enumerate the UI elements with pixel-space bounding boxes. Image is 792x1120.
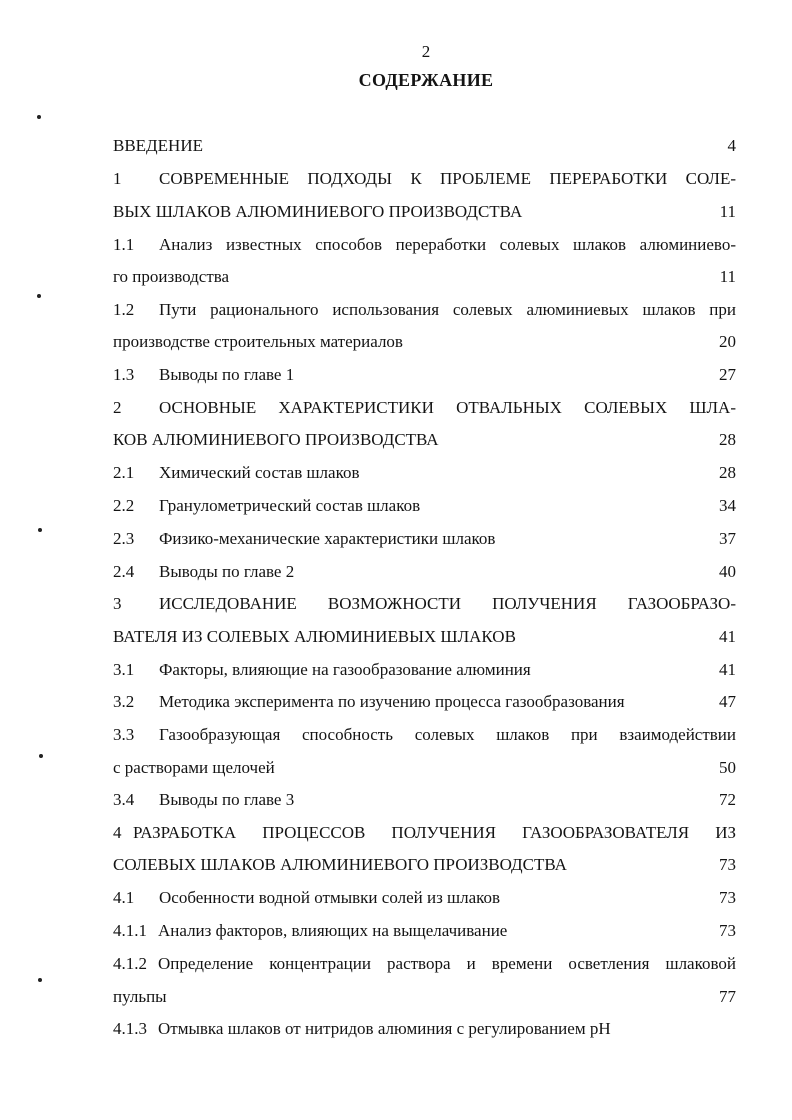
- toc-entry-page: 4: [727, 136, 736, 155]
- toc-entry-page: 28: [719, 430, 736, 449]
- toc-entry-1-1-line1[interactable]: [113, 235, 736, 255]
- toc-entry-4-1[interactable]: [113, 888, 736, 908]
- toc-entry-number: 3: [113, 594, 122, 613]
- toc-entry-title: Гранулометрический состав шлаков: [159, 496, 421, 515]
- toc-entry-page: 47: [719, 692, 736, 711]
- toc-entry-number: 2: [113, 398, 122, 417]
- toc-entry-title: ВВЕДЕНИЕ: [113, 136, 203, 155]
- toc-entry-title-cont: СОЛЕВЫХ ШЛАКОВ АЛЮМИНИЕВОГО ПРОИЗВОДСТВА: [113, 855, 567, 874]
- toc-entry-number: 1: [113, 169, 122, 188]
- toc-entry-title-cont: ВЫХ ШЛАКОВ АЛЮМИНИЕВОГО ПРОИЗВОДСТВА: [113, 202, 523, 221]
- toc-entry-title: Пути рационального использования солевых алюминиевых шлаков при: [159, 300, 736, 319]
- toc-entry-title: ОСНОВНЫЕ ХАРАКТЕРИСТИКИ ОТВАЛЬНЫХ СОЛЕВЫХ ШЛА-: [159, 398, 736, 417]
- toc-entry-chapter-3-line2[interactable]: [113, 627, 736, 647]
- toc-entry-2-1[interactable]: [113, 463, 736, 483]
- toc-entry-title: Особенности водной отмывки солей из шлаков: [159, 888, 501, 907]
- toc-entry-3-3-line1[interactable]: [113, 725, 736, 745]
- toc-entry-1-1-line2[interactable]: [113, 267, 736, 287]
- toc-entry-title: Отмывка шлаков от нитридов алюминия с регулированием pH: [158, 1019, 611, 1038]
- toc-entry-title-cont: пульпы: [113, 987, 167, 1006]
- toc-entry-2-3[interactable]: [113, 529, 736, 549]
- toc-entry-page: 11: [719, 202, 736, 221]
- toc-entry-page: 41: [719, 660, 736, 679]
- toc-entry-1-2-line1[interactable]: [113, 300, 736, 320]
- toc-entry-number: 2.3: [113, 529, 135, 548]
- toc-entry-title: ИССЛЕДОВАНИЕ ВОЗМОЖНОСТИ ПОЛУЧЕНИЯ ГАЗООБРАЗО-: [159, 594, 736, 613]
- toc-entry-page: 73: [719, 888, 736, 907]
- toc-entry-number: 4: [113, 823, 122, 842]
- toc-entry-title-cont: производстве строительных материалов: [113, 332, 403, 351]
- toc-entry-number: 3.2: [113, 692, 135, 711]
- toc-entry-number: 1.3: [113, 365, 135, 384]
- toc-entry-4-1-2-line1[interactable]: [113, 954, 736, 974]
- toc-entry-page: 11: [719, 267, 736, 286]
- toc-entry-page: 50: [719, 758, 736, 777]
- toc-entry-title: СОВРЕМЕННЫЕ ПОДХОДЫ К ПРОБЛЕМЕ ПЕРЕРАБОТКИ СОЛЕ-: [159, 169, 736, 188]
- toc-entry-page: 72: [719, 790, 736, 809]
- toc-entry-page: 73: [719, 855, 736, 874]
- toc-entry-page: 34: [719, 496, 736, 515]
- toc-entry-number: 2.2: [113, 496, 135, 515]
- toc-entry-number: 4.1: [113, 888, 135, 907]
- toc-entry-4-1-2-line2[interactable]: [113, 987, 736, 1007]
- margin-speck: [37, 115, 41, 119]
- toc-entry-number: 4.1.2: [113, 954, 147, 973]
- toc-entry-chapter-1-line1[interactable]: [113, 169, 736, 189]
- toc-entry-4-1-3[interactable]: [113, 1019, 736, 1039]
- toc-entry-page: 41: [719, 627, 736, 646]
- page-number: 2: [421, 42, 431, 61]
- toc-entry-2-2[interactable]: [113, 496, 736, 516]
- toc-entry-introduction[interactable]: [113, 136, 736, 156]
- toc-entry-chapter-1-line2[interactable]: [113, 202, 736, 222]
- toc-entry-title: Анализ факторов, влияющих на выщелачивание: [158, 921, 508, 940]
- toc-entry-title: Выводы по главе 2: [159, 562, 295, 581]
- toc-entry-number: 2.4: [113, 562, 135, 581]
- toc-entry-4-1-1[interactable]: [113, 921, 736, 941]
- toc-entry-title: РАЗРАБОТКА ПРОЦЕССОВ ПОЛУЧЕНИЯ ГАЗООБРАЗОВАТЕЛЯ ИЗ: [133, 823, 736, 842]
- toc-entry-page: 28: [719, 463, 736, 482]
- toc-entry-title: Выводы по главе 3: [159, 790, 295, 809]
- toc-entry-number: 4.1.1: [113, 921, 147, 940]
- toc-entry-title: Выводы по главе 1: [159, 365, 295, 384]
- toc-entry-chapter-2-line2[interactable]: [113, 430, 736, 450]
- toc-entry-page: 77: [719, 987, 736, 1006]
- toc-entry-title-cont: с растворами щелочей: [113, 758, 275, 777]
- toc-entry-title: Физико-механические характеристики шлаков: [159, 529, 496, 548]
- toc-entry-number: 1.1: [113, 235, 135, 254]
- toc-entry-2-4[interactable]: [113, 562, 736, 582]
- toc-entry-page: 73: [719, 921, 736, 940]
- toc-entry-number: 4.1.3: [113, 1019, 147, 1038]
- margin-speck: [38, 528, 42, 532]
- toc-entry-page: 37: [719, 529, 736, 548]
- toc-entry-1-2-line2[interactable]: [113, 332, 736, 352]
- toc-entry-number: 3.3: [113, 725, 135, 744]
- toc-entry-title: Газообразующая способность солевых шлаков при взаимодействии: [159, 725, 736, 744]
- toc-entry-1-3[interactable]: [113, 365, 736, 385]
- margin-speck: [39, 754, 43, 758]
- toc-entry-title: Методика эксперимента по изучению процесса газообразования: [159, 692, 625, 711]
- toc-entry-title: Химический состав шлаков: [159, 463, 360, 482]
- toc-entry-3-1[interactable]: [113, 660, 736, 680]
- margin-speck: [38, 978, 42, 982]
- toc-entry-chapter-2-line1[interactable]: [113, 398, 736, 418]
- toc-entry-page: 40: [719, 562, 736, 581]
- toc-entry-title-cont: КОВ АЛЮМИНИЕВОГО ПРОИЗВОДСТВА: [113, 430, 439, 449]
- toc-entry-title-cont: го производства: [113, 267, 230, 286]
- toc-entry-title: Анализ известных способов переработки солевых шлаков алюминиево-: [159, 235, 736, 254]
- page-title: СОДЕРЖАНИЕ: [358, 70, 494, 90]
- margin-speck: [37, 294, 41, 298]
- toc-entry-page: 20: [719, 332, 736, 351]
- toc-entry-chapter-3-line1[interactable]: [113, 594, 736, 614]
- toc-entry-number: 3.1: [113, 660, 135, 679]
- toc-entry-page: 27: [719, 365, 736, 384]
- toc-entry-number: 1.2: [113, 300, 135, 319]
- toc-entry-title: Факторы, влияющие на газообразование алюминия: [159, 660, 531, 679]
- toc-entry-title: Определение концентрации раствора и времени осветления шлаковой: [158, 954, 736, 973]
- toc-entry-number: 2.1: [113, 463, 135, 482]
- toc-entry-title-cont: ВАТЕЛЯ ИЗ СОЛЕВЫХ АЛЮМИНИЕВЫХ ШЛАКОВ: [113, 627, 516, 646]
- toc-entry-chapter-4-line2[interactable]: [113, 855, 736, 875]
- toc-entry-number: 3.4: [113, 790, 135, 809]
- toc-entry-chapter-4-line1[interactable]: [113, 823, 736, 843]
- toc-entry-3-3-line2[interactable]: [113, 758, 736, 778]
- toc-entry-3-2[interactable]: [113, 692, 736, 712]
- toc-entry-3-4[interactable]: [113, 790, 736, 810]
